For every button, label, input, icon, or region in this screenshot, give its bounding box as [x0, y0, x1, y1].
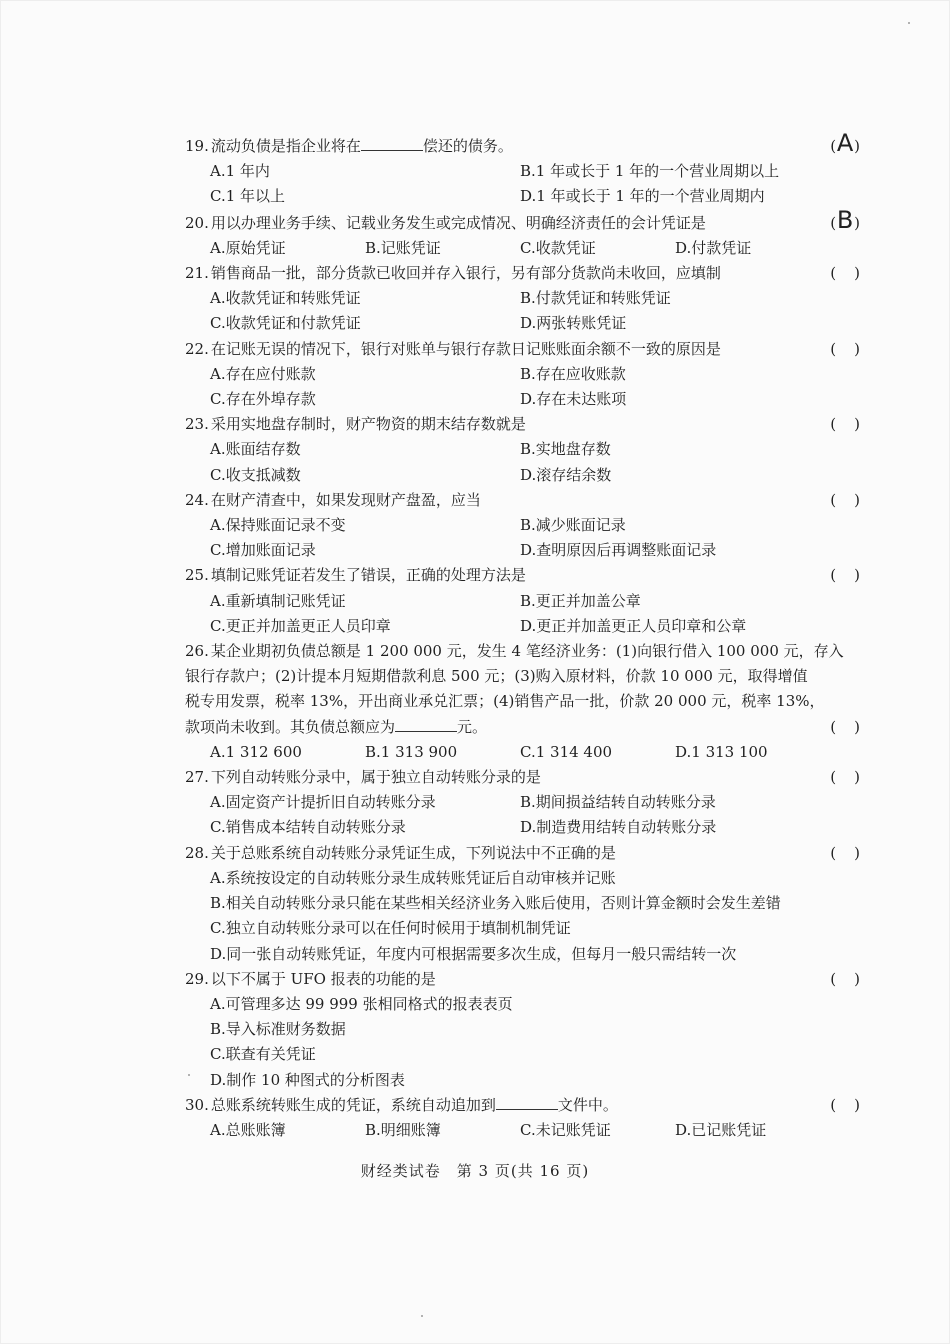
handwritten-answer: A — [836, 129, 854, 157]
question-30 — [185, 1093, 860, 1143]
question-text: 流动负债是指企业将在 — [210, 137, 361, 155]
question-number: 27. — [185, 768, 209, 787]
question-number: 25. — [185, 566, 209, 585]
option-a: A.总账账簿 — [210, 1120, 286, 1139]
question-25 — [185, 563, 860, 639]
question-number: 23. — [185, 415, 209, 434]
question-text-line-4: 款项尚未收到。其负债总额应为 — [185, 717, 396, 736]
question-text: 采用实地盘存制时，财产物资的期末结存数就是 — [210, 415, 526, 434]
option-c: C.收支抵减数 — [210, 465, 301, 484]
option-a: A.可管理多达 99 999 张相同格式的报表表页 — [210, 994, 513, 1013]
question-text: 用以办理业务手续、记载业务发生或完成情况、明确经济责任的会计凭证是 — [210, 213, 706, 232]
option-b: B.记账凭证 — [365, 238, 441, 257]
option-c: C.存在外埠存款 — [210, 390, 316, 409]
option-a: A.存在应付账款 — [210, 364, 316, 383]
option-c: C.未记账凭证 — [520, 1120, 611, 1139]
question-number: 22. — [185, 339, 209, 358]
option-d: D.查明原因后再调整账面记录 — [520, 541, 717, 560]
question-number: 28. — [185, 843, 209, 862]
option-c: C.销售成本结转自动转账分录 — [210, 818, 406, 837]
question-24 — [185, 488, 860, 564]
option-a: A.固定资产计提折旧自动转账分录 — [210, 793, 436, 812]
question-text-line-2: 银行存款户；(2)计提本月短期借款利息 500 元；(3)购入原材料，价款 10 000 元，取得增值 — [185, 667, 808, 686]
answer-bracket: ( ) — [830, 566, 860, 585]
answer-bracket: ( ) — [830, 339, 860, 358]
answer-bracket: ( ) — [830, 969, 860, 988]
handwritten-answer: B — [836, 205, 854, 234]
answer-bracket: (B) — [830, 205, 860, 234]
question-text: 以下不属于 UFO 报表的功能的是 — [210, 969, 436, 988]
question-text: 填制记账凭证若发生了错误，正确的处理方法是 — [210, 566, 526, 585]
option-a: A.保持账面记录不变 — [210, 516, 346, 535]
answer-bracket: ( ) — [830, 843, 860, 862]
option-b: B.1 313 900 — [365, 742, 458, 761]
option-b: B.导入标准财务数据 — [210, 1020, 346, 1039]
question-28 — [185, 841, 860, 967]
option-a: A.收款凭证和转账凭证 — [210, 289, 361, 308]
question-number: 19. — [185, 137, 209, 155]
option-c: C.独立自动转账分录可以在任何时候用于填制机制凭证 — [210, 919, 571, 938]
option-d: D.制作 10 种图式的分析图表 — [210, 1070, 405, 1089]
question-20 — [185, 205, 860, 261]
option-b: B.付款凭证和转账凭证 — [520, 289, 671, 308]
question-26 — [185, 639, 860, 765]
option-d: D.1 年或长于 1 年的一个营业周期内 — [520, 187, 765, 206]
question-number: 29. — [185, 969, 209, 988]
question-number: 21. — [185, 264, 209, 283]
question-27 — [185, 765, 860, 841]
page-footer: 财经类试卷 第 3 页(共 16 页) — [360, 1162, 590, 1180]
answer-bracket: ( ) — [830, 264, 860, 283]
question-29 — [185, 967, 860, 1093]
answer-blank — [496, 1095, 558, 1110]
question-number: 26. — [185, 642, 209, 661]
option-c: C.收款凭证和付款凭证 — [210, 314, 361, 333]
option-b: B.实地盘存数 — [520, 440, 611, 459]
answer-bracket: ( ) — [830, 1095, 860, 1114]
question-text-line-1: 某企业期初负债总额是 1 200 000 元，发生 4 笔经济业务：(1)向银行借入 100 000 元，存入 — [210, 642, 844, 661]
answer-bracket: ( ) — [830, 768, 860, 787]
option-a: A.1 年内 — [210, 162, 270, 181]
option-c: C.1 年以上 — [210, 187, 286, 206]
question-list — [185, 129, 860, 1143]
option-a: A.账面结存数 — [210, 440, 301, 459]
option-d: D.已记账凭证 — [675, 1120, 767, 1139]
option-d: D.付款凭证 — [675, 238, 752, 257]
scan-speck — [421, 1315, 423, 1317]
option-a: A.原始凭证 — [210, 238, 286, 257]
answer-bracket: (A) — [830, 129, 860, 157]
option-d: D.存在未达账项 — [520, 390, 627, 409]
option-a: A.重新填制记账凭证 — [210, 591, 346, 610]
question-22 — [185, 337, 860, 413]
option-d: D.两张转账凭证 — [520, 314, 627, 333]
question-19 — [185, 129, 860, 210]
question-number: 20. — [185, 213, 209, 232]
question-23 — [185, 412, 860, 488]
option-d: D.制造费用结转自动转账分录 — [520, 818, 717, 837]
answer-bracket: ( ) — [830, 490, 860, 509]
answer-bracket: ( ) — [830, 717, 860, 736]
question-number: 24. — [185, 490, 209, 509]
question-number: 30. — [185, 1095, 209, 1114]
option-b: B.更正并加盖公章 — [520, 591, 641, 610]
option-b: B.存在应收账款 — [520, 364, 626, 383]
option-d: D.更正并加盖更正人员印章和公章 — [520, 616, 747, 635]
option-a: A.系统按设定的自动转账分录生成转账凭证后自动审核并记账 — [210, 868, 616, 887]
option-d: D.同一张自动转账凭证，年度内可根据需要多次生成，但每月一般只需结转一次 — [210, 944, 737, 963]
option-c: C.更正并加盖更正人员印章 — [210, 616, 391, 635]
question-text: 下列自动转账分录中，属于独立自动转账分录的是 — [210, 768, 541, 787]
option-c: C.联查有关凭证 — [210, 1045, 316, 1064]
question-21 — [185, 261, 860, 337]
option-b: B.1 年或长于 1 年的一个营业周期以上 — [520, 162, 780, 181]
option-d: D.滚存结余数 — [520, 465, 612, 484]
question-text-after: 元。 — [457, 717, 488, 736]
question-text: 关于总账系统自动转账分录凭证生成，下列说法中不正确的是 — [210, 843, 616, 862]
question-text: 在财产清查中，如果发现财产盘盈，应当 — [210, 490, 481, 509]
question-text-after: 偿还的债务。 — [422, 137, 513, 155]
scan-speck — [188, 1074, 190, 1076]
question-text: 在记账无误的情况下，银行对账单与银行存款日记账账面余额不一致的原因是 — [210, 339, 721, 358]
answer-blank — [395, 717, 457, 732]
question-text-after: 文件中。 — [557, 1095, 618, 1114]
option-b: B.明细账簿 — [365, 1120, 441, 1139]
answer-bracket: ( ) — [830, 415, 860, 434]
option-b: B.相关自动转账分录只能在某些相关经济业务入账后使用，否则计算金额时会发生差错 — [210, 894, 781, 913]
option-d: D.1 313 100 — [675, 742, 768, 761]
question-text: 销售商品一批，部分货款已收回并存入银行，另有部分货款尚未收回，应填制 — [210, 264, 721, 283]
option-a: A.1 312 600 — [210, 742, 302, 761]
answer-blank — [361, 136, 423, 151]
option-b: B.减少账面记录 — [520, 516, 626, 535]
question-text-line-3: 税专用发票，税率 13%，开出商业承兑汇票；(4)销售产品一批，价款 20 000 元，税率 13%， — [185, 692, 825, 711]
question-text: 总账系统转账生成的凭证，系统自动追加到 — [210, 1095, 496, 1114]
option-c: C.增加账面记录 — [210, 541, 316, 560]
option-b: B.期间损益结转自动转账分录 — [520, 793, 716, 812]
option-c: C.1 314 400 — [520, 742, 613, 761]
option-c: C.收款凭证 — [520, 238, 596, 257]
scan-speck — [908, 22, 910, 24]
